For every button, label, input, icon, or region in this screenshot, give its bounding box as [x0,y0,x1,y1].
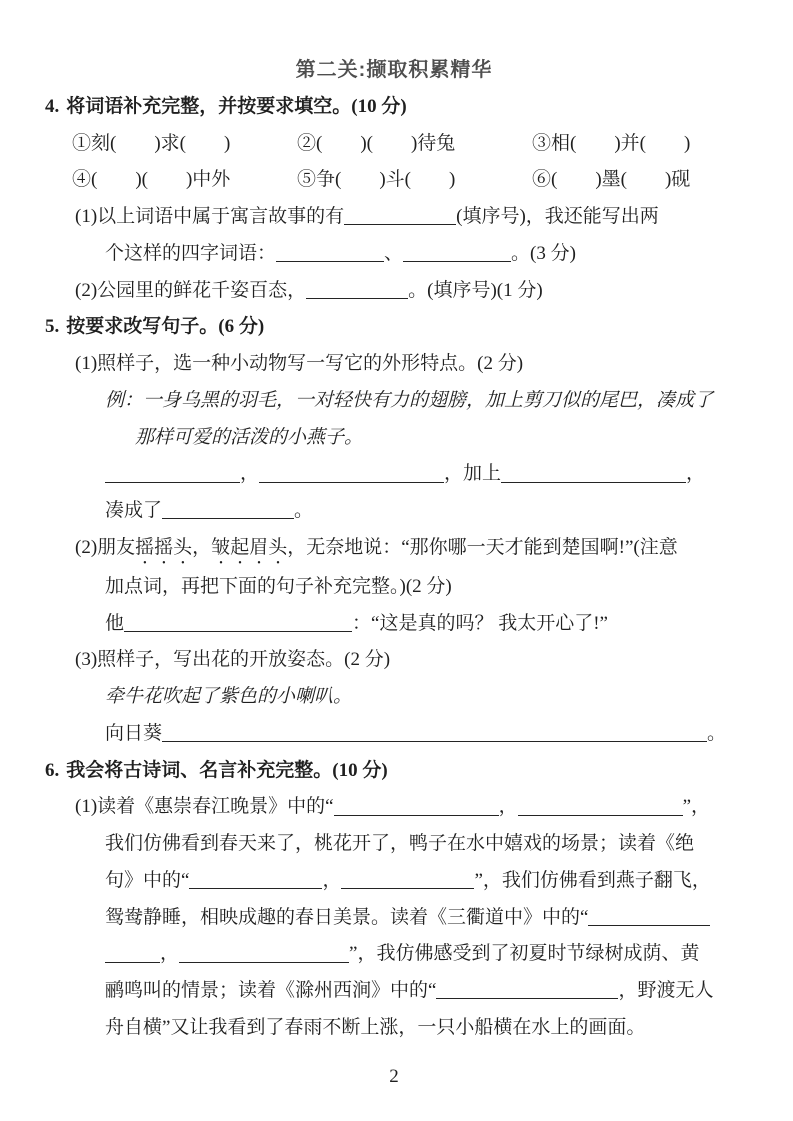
q5-sub2-answer-line [45,606,743,643]
q5-sub2-line2 [45,569,743,606]
q5-stem-line [45,309,743,346]
word-item-4: ④( )( )中外 [72,169,231,191]
answer-blank [588,906,710,926]
comma: ， [192,536,212,558]
q6-text-6b: ，野渡无人 [618,980,714,1001]
word-item-3: ③相( )并( ) [532,132,691,154]
emphasized-word: 皱起眉头 [211,536,288,558]
emphasized-word: 摇摇头 [135,536,193,558]
q6-line-7 [45,1010,743,1047]
q6-stem-line [45,753,743,790]
period: 。 [707,722,727,744]
q4-sub1-text-c: 个这样的四字词语： [105,242,277,264]
q6-text-3c: ”，我们仿佛看到燕子翻飞， [474,869,711,891]
answer-blank [179,943,349,963]
period: 。 [294,500,314,521]
connector-coucheng: 凑成了 [105,500,163,521]
answer-blank [105,943,160,963]
q4-stem-line [45,89,743,126]
q5-sub3-prompt [45,642,743,679]
section-header: 第二关:撷取积累精华 [295,59,493,81]
answer-blank [189,869,322,889]
subject-xiangrikui: 向日葵 [105,722,163,744]
q6-text-6a: 鹂鸣叫的情景；读着《滁州西涧》中的“ [105,980,437,1001]
q6-text-1a: (1)读着《惠崇春江晚景》中的“ [75,796,334,818]
answer-blank [162,722,707,742]
q6-text-7: 舟自横”又让我看到了春雨不断上涨，一只小船横在水上的画面。 [105,1016,646,1038]
q4-stem: 将词语补充完整，并按要求填空。(10 分) [66,95,407,117]
answer-blank [341,869,474,889]
comma: ， [160,943,180,965]
word-item-6: ⑥( )墨( )砚 [532,169,691,191]
answer-blank [306,279,408,299]
answer-blank [276,242,384,262]
q4-sub1-line2 [45,236,743,273]
pronoun-ta: 他 [105,612,125,634]
q4-words-row-2 [45,162,743,199]
q6-text-4: 鸳鸯静睡，相映成趣的春日美景。读着《三衢道中》中的“ [105,906,589,928]
answer-blank [403,242,511,262]
q6-text-2: 我们仿佛看到春天来了，桃花开了，鸭子在水中嬉戏的场景；读着《绝 [105,833,695,854]
q5-sub1-answer-line2 [45,493,743,530]
q6-line-4 [45,900,743,937]
answer-blank [124,612,352,632]
q6-line-1 [45,789,743,826]
answer-blank [162,499,294,519]
q6-text-1c: ”， [682,796,711,818]
answer-blank [334,796,499,816]
q6-number: 6. [45,759,60,781]
q5-sub2-text-a: (2)朋友 [75,536,136,558]
q5-sub2-text-b: ，无奈地说：“那你哪一天才能到楚国啊!”(注意 [287,536,678,558]
q5-sub1-prompt-text: (1)照样子，选一种小动物写一写它的外形特点。(2 分) [75,353,524,374]
comma: ， [498,796,518,818]
q4-sub1-line1 [45,199,743,236]
enumeration-comma: 、 [384,242,404,264]
q6-line-3 [45,863,743,900]
q6-text-3a: 句》中的“ [105,869,190,891]
q5-example-text1: 例：一身乌黑的羽毛，一对轻快有力的翅膀，加上剪刀似的尾巴，凑成了 [105,389,714,411]
comma: ， [240,463,260,485]
connector-jiashang: ，加上 [444,463,502,485]
q6-line-2 [45,826,743,863]
q4-number: 4. [45,95,60,117]
q5-sub3-example-text: 牵牛花吹起了紫色的小喇叭。 [105,686,353,707]
q4-sub1-text-b: (填序号)，我还能写出两 [456,206,659,227]
q4-sub2-text-b: 。(填序号)(1 分) [408,279,543,301]
q4-words-row-1 [45,126,743,163]
q5-sub1-answer-line1 [45,456,743,493]
q5-sub1-prompt [45,346,743,383]
q6-stem: 我会将古诗词、名言补充完整。(10 分) [66,759,388,781]
answer-blank [259,463,444,483]
q5-number: 5. [45,316,60,338]
q4-sub2-text-a: (2)公园里的鲜花千姿百态， [75,279,307,301]
q5-example-line2 [45,420,743,457]
q5-sub3-prompt-text: (3)照样子，写出花的开放姿态。(2 分) [75,649,391,671]
answer-blank [501,463,686,483]
page-number: 2 [389,1065,399,1087]
answer-blank [436,979,618,999]
answer-blank [105,463,240,483]
answer-blank [518,796,683,816]
word-item-5: ⑤争( )斗( ) [297,169,456,191]
q5-example-text2: 那样可爱的活泼的小燕子。 [135,426,364,448]
q5-sub2-line1 [45,530,743,569]
q6-text-5b: ”，我仿佛感受到了初夏时节绿树成荫、黄 [349,943,700,965]
q5-example-line1 [45,383,743,420]
q5-sub3-answer-line [45,716,743,753]
q6-line-5 [45,936,743,973]
q5-sub2-text-d: ：“这是真的吗？ 我太开心了!” [352,612,608,634]
word-item-1: ①刻( )求( ) [72,132,231,154]
q6-line-6 [45,973,743,1010]
q4-sub1-score: 。(3 分) [511,242,576,264]
q4-sub1-text-a: (1)以上词语中属于寓言故事的有 [75,206,345,227]
q5-sub2-text-c: 加点词，再把下面的句子补充完整。)(2 分) [105,575,452,597]
q5-stem: 按要求改写句子。(6 分) [66,316,265,338]
word-item-2: ②( )( )待兔 [297,132,456,154]
answer-blank [344,205,456,225]
q5-sub3-example [45,679,743,716]
comma: ， [322,869,342,891]
q4-sub2-line [45,273,743,310]
comma: ， [686,463,706,485]
